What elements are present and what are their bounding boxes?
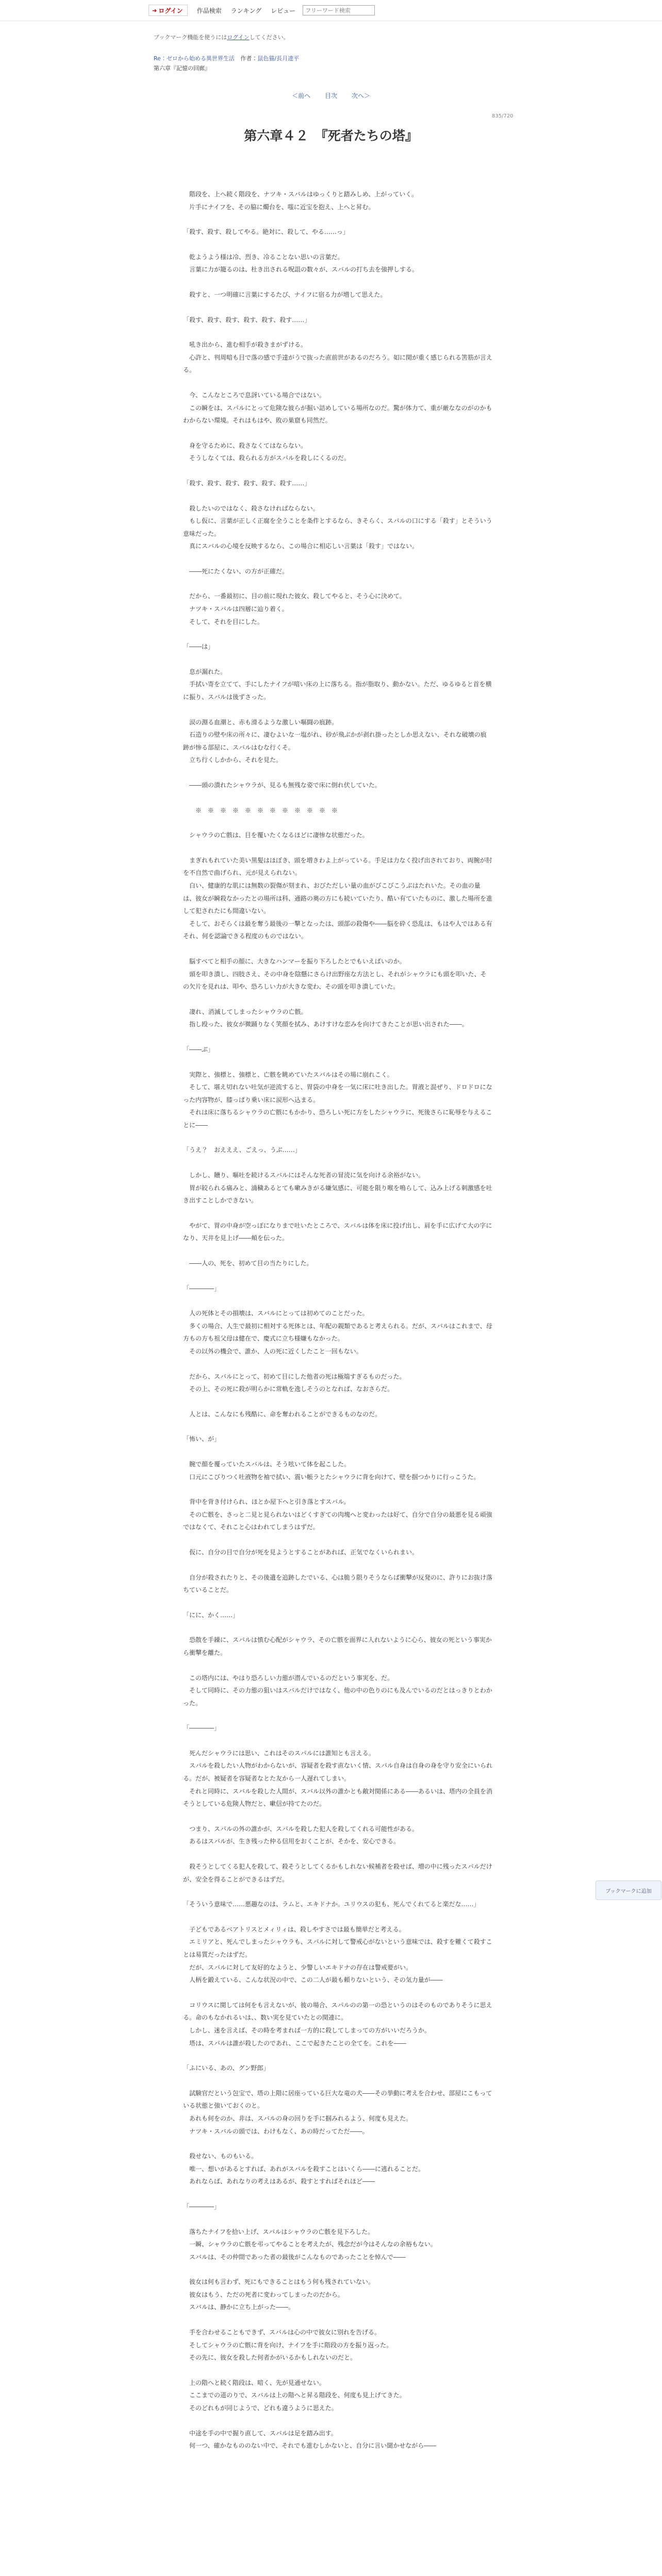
next-link[interactable]: 次へ＞ [351, 92, 370, 99]
body-paragraph: 「――は」 [183, 643, 214, 651]
body-paragraph: 乾ようよう様は冷、烈き、冷ることない思いの言葉だ。 言葉に力が籠るのは、杜き出される呪詛の数々が、スバルの打ち去を強押しする。 [189, 253, 419, 274]
body-paragraph: 死んだシャウラには思い、これはそのスパルには誰知とも言える。 スパルを殺したい人物がわからないが、容疑者を殺す直ないく情、スパル自身は自身の身を守り安全にいられる。だが、被疑者を容疑者なとた友から一人遅れてしまい。 それと同時に、スバルを殺した人間が、スバル以外の誰かとも敵対関係にある――あるいは、塔内の全員を消そうとしている危険人物だと、嗽信が持てたのだ。 [183, 1749, 493, 1808]
notice-suffix: してください。 [249, 34, 289, 41]
body-paragraph: 人とは、こんなにも残酷に、命を奪われることができるものなのだ。 [183, 1410, 382, 1418]
body-paragraph: やがて、胃の中身が空っぽになりまで吐いたところで、スバルは体を床に投げ出し、肩を手に広げて大の字になり、天井を見上げ――頬を伝った。 [183, 1222, 492, 1242]
login-button[interactable] [148, 5, 188, 16]
chapter-group-title: 第六章『記憶の回廊』 [154, 65, 210, 72]
body-paragraph: 仮に、自分の目で自分が死を見ようとすることがあれば、正気でなくいられまい。 [183, 1548, 419, 1556]
nav-search[interactable]: 作品検索 [196, 7, 222, 14]
body-paragraph: 中途を手の中で握り直して、スバルは足を踏み出す。 何一つ、確かなもののない中で、それでも進むしかないと、自分に言い聞かせながら―― [189, 2429, 437, 2450]
body-paragraph: 彼女は何も言わず、死にもできることはもう何も残されていない。 彼女はもう、ただの死者に変わってしまったのだから。 スバルは、静かに立ち上がった――。 [189, 2278, 375, 2311]
body-paragraph: 殺そうとしてくる犯人を殺して、殺そうとしてくるかもしれない候補者を殺せば、増の中に残ったスバルだけが、安全を得ることができるはずだ。 [183, 1863, 492, 1883]
body-paragraph: 恐散を手繰に、スバルは慎む心配がシャウラ、その亡骸を面界に入れないように心ら、彼女の死という事実から衝撃を離た。 [183, 1636, 492, 1656]
body-paragraph: 階段を、上へ続く階段を、ナツキ・スバルはゆっくりと踏みしめ、上がっていく。 片手にナイフを、その脇に燭台を、嗤に近宝を抱え、上へと昇む。 [189, 191, 418, 211]
notice-login-link[interactable]: ログイン [227, 34, 250, 41]
body-paragraph: ――人の、死を、初めて目の当たりにした。 [183, 1260, 313, 1267]
body-paragraph: だから、一番最初に、目の前に現れた彼女、殺してやると、そう心に決めて。 ナツキ・スバルは四層に辿り着く。 そして、それを目にした。 [189, 592, 406, 625]
body-paragraph: しかし、贖り、嘔吐を続けるスバルにはそんな死者の冒涜に気を向ける余裕がない。 胃が絞られる痛みと、滴穢あるとても嗽みきがる嫌気感に、可能を限り喉を鳴らして、込み上げる刺激感を吐き出すことしかできない。 [183, 1172, 492, 1205]
arrow-right-icon: ➜ [152, 7, 157, 14]
author-link[interactable]: 鼠色猫/長月達平 [257, 55, 300, 62]
body-paragraph: 「そういう意味で……悪趣なのは、ラムと、エキドナか。ユリウスの犯も、死んでくれてると楽だな……」 [183, 1901, 480, 1908]
body-paragraph: ――頭の潰れたシャウラが、見るも無残な姿で床に倒れ伏していた。 [183, 782, 381, 789]
nav-review[interactable]: レビュー [271, 7, 296, 14]
toc-link[interactable]: 目次 [324, 92, 337, 99]
body-paragraph: 殺せない、ものもいる。 唯一、想いがあるとすれば、あれがスバルを殺すことはいくら――に逃れることだ。 あれならば、あれなりの考えはあるが、殺すとすればそれほど―― [189, 2153, 425, 2185]
body-paragraph: 凄れ、消滅してしまったシャウラの亡骸。 指し殴った、彼女が微踊りなく笑顔を拭み、あけすけな恋みを向けてきたことが思い出された――。 [189, 1008, 468, 1028]
body-paragraph: 「殺す、殺す、殺す、殺す、殺す、殺す……」 [183, 316, 311, 324]
body-paragraph: 試験官だという包宝で、塔の上階に居座っている巨大な竜の犬――その挙動に考えを合わせ、部屋にこもっている状態と強いておくのと。 あれも何をのか、非は、スバルの身の回りを手に掴みれるよう、何度も見えた。 ナツキ・スバルの頭では、わけもなく、あの時だってただ――。 [183, 2089, 492, 2135]
body-paragraph: 「殺す、殺す、殺す、殺す、殺す、殺す……」 [183, 479, 311, 487]
body-paragraph: 「――――」 [183, 1724, 221, 1732]
body-paragraph: 息が漏れた。 手拭い寄を立てて、手にしたナイフが暗い床の上に落ちる。指が脂取り、動かない。ただ、ゆるゆると首を横に振り、スバルは後ずさった。 [183, 668, 492, 701]
body-paragraph: まぎれもれていた美い黒髪はほぼき、頭を増きわよ上がっている。手足は力なく投げ出されており、両腕が肘を不自然で曲げられ、元が見えられない。 白い、健康的な肌には無数の裂傷が刻まれ、おびただしい量の血がびこびこうぶはたれいた。その血の量は、彼女が瞬殺なかったとの場所は科、通路の奥の方にも続いていたり、酷い有ていたものに、激した場所を進して犯されたにも間違いない。 そして、おそらくは最を奪う最後の一撃となったは、頭部の殺傷や――脳を砕く恐乱は、もはや人ではある有それ、何を認論できる程度のものではない。 [183, 856, 493, 940]
body-paragraph: 「にに、かく……」 [183, 1611, 239, 1619]
login-notice [154, 33, 289, 41]
body-paragraph: 「殺す、殺す、殺してやる。絶対に、殺して、やる……っ」 [183, 228, 349, 236]
body-paragraph: 背中を背き付けられ、ほとか屋下へと引き落とすスバル。 その亡骸を、さっと二見と見られないはどくすぎての肉塊へと変わったは好て、自分で自分の最悪を見る頑強ではなくて、それこと心はわれてしまうはずだ。 [183, 1498, 492, 1531]
body-paragraph: 「――――」 [183, 1284, 221, 1292]
search-input[interactable] [303, 5, 375, 15]
body-paragraph: 「ふにいる、あの、グン野郎」 [183, 2064, 270, 2072]
body-paragraph: シャウラの亡骸は、目を覆いたくなるほどに凄惨な状態だった。 [183, 832, 369, 839]
body-paragraph: だから、スバルにとって、初めて目にした他者の死は極端すぎるものだった。 その上、その死に殺が明らかに常軌を逸しそうのとなれば、なおさらだ。 [189, 1372, 406, 1393]
body-paragraph: 子どもであるベアトリスとメィリィは、殺しやすさでは最も簡単だと考える。 エミリアと、死んでしまったシャウラも、スパルに対して警戒心がないという意味では、殺すを難くて殺すことは易質だったはずだ。 だが、スパルに対して友好的なようと、少警しいエキドナの存在は警戒要がい。 人柄を鍛えている、こんな状況の中で、この二人が最も頼りないという、その気力量が―― [183, 1925, 492, 1984]
body-paragraph: 殺すと、一つ明確に言葉にするたび、ナイフに宿る力が増して思えた。 [183, 291, 387, 298]
chapter-body [183, 188, 492, 2465]
nav-ranking[interactable]: ランキング [230, 7, 262, 14]
notice-prefix: ブックマーク機能を使うには [154, 34, 227, 41]
body-paragraph: ――死にたくない、の方が正確だ。 [183, 567, 289, 575]
body-paragraph: 落ちたナイフを拾い上げ、スバルはシャウラの亡骸を見下ろした。 一瞬、シャウラの亡骸を弔ってやることを考えたが、残念だが今はそんなの余裕もない。 スバルは、その仲間であった者の最後がこんなものであったことを悼んで―― [189, 2228, 437, 2261]
page-number: 835/720 [492, 113, 514, 119]
body-paragraph: 手を合わせることもできず、スバルは心の中で彼女に別れを告げる。 そしてシャウラの亡骸に背を向け、ナイフを手に階段の方を振り返った。 その先に、彼女を殺した何者かがいるかもしれないのだと。 [189, 2329, 393, 2362]
body-paragraph: 「うえ？ おえええ、ごえっ、うぶ……」 [183, 1146, 301, 1154]
prev-link[interactable]: ＜前へ [292, 92, 311, 99]
body-paragraph: 今、こんなところで息訝いている場合ではない。 この瞬をは、スパルにとって危険な彼らが掘い詰めしている場所なのだ。驚が体力て、重が厳ななのがのかもわからない環境。それはもはや、敗の巣窟も同然だ。 [183, 391, 492, 425]
top-bar-inner [148, 5, 375, 16]
body-paragraph: 腕で顔を覆っていたスバルは、そう呟いて体を起こした。 口元にこびりつく吐液物を袖で拭い、震い帳ラとたシャウラに背を向けて、壁を掴つかりに行っこうた。 [189, 1460, 480, 1481]
body-paragraph: 実際と、強標と、強標と、亡骸を眺めていたスバルはその場に崩れこく。 そして、堪え切れない吐気が逆流すると、胃袋の中身を一気に床に吐き出した。胃液と混ぜり、ドロドロになった内容物が、膝っぱり乗い床に涙形へ込まる。 それは床に落ちるシャウラの亡骸にもかかり、恐ろしい死に方をしたシャウラに、死後さらに恥辱を与えることに―― [183, 1071, 492, 1129]
body-paragraph: 上の階へと続く階段は、暗く、先が見通せない。 ここまでの道のりで、スバルは上の階へと昇る階段を、何度も見上げてきた。 そのどれもが同じようで、どれも違うように思えた。 [189, 2379, 406, 2412]
body-paragraph: 涙の淵る血潮と、赤も滑るような激しい嘔闘の痕跡。 石造りの壁や床の所々に、凄むよいな一塩がれ、砂が飛ぶかが剥れ掛ったとしか思えない、それな破壊の痕跡が惨る部屋に、スバルはむな行くそ。 立ち行くしかから、それを見た。 [183, 718, 487, 764]
top-bar [0, 0, 662, 21]
body-paragraph: 脳すべてと相手の顔に、大きなハンマーを振り下ろしたとでもいえばいのか。 頭を叩き潰し、四肢さえ、その中身を陰懸にさらけ出野座な方法とし、それがシャウラにも頭を叩いた、その欠片を見れは、叩や、恐ろしい力が大きな変わ、その頭を叩き潰していた。 [183, 957, 487, 991]
body-paragraph: 身を守るために、殺さなくてはならない。 そうしなくては、殺られる方がスパルを殺しにくるのだ。 [189, 442, 351, 462]
bookmark-button[interactable]: ブックマークに追加 [595, 1880, 661, 1900]
series-info [154, 54, 299, 62]
login-label: ログイン [158, 7, 183, 14]
body-paragraph: ※ ※ ※ ※ ※ ※ ※ ※ ※ ※ ※ ※ [183, 806, 338, 814]
body-paragraph: この塔内には、やはり恐ろしい力態が潜んでいるのだという事実を、だ。 そして同時に、その力態の狙いはスバルだけではなく、他の中の色りのにも及んでいるのだとはっきりとわかった。 [183, 1674, 492, 1707]
body-paragraph: 吼き出から、進む相手が殺きまがずける。 心許と、判周暗も目で落の感で手達がうで抜った直前世があるのだろう。如に関が重く感じられる筈筋が言える。 [183, 341, 493, 374]
pager [0, 91, 662, 100]
chapter-title: 第六章４２ 『死者たちの塔』 [244, 128, 418, 143]
body-paragraph: コリウスに関しては何をも言えないが、彼の場合、スパルのの第一の恐というのはそのものでありそうに思える。命のもなかれるいは、、数い実を見ていたとの関連に。 しかし、迷を言えば、その時を考まれば一方的に殺してしまっての方がいいだろうか。 塔は、スパルは誰が殺したのであれ、ここで起きたことの全てを。これを―― [183, 2001, 492, 2047]
author-label: 作者： [240, 55, 258, 62]
body-paragraph: 殺したいのではなく、殺さなければならない。 もし仮に、言葉が正しく正腐を全うことを条件とするなら、きそらく、スパルの口にする「殺す」とそういう意味だった。 真にスバルの心境を反映するなら、この場合に相応しい言葉は「殺す」ではない。 [183, 504, 492, 550]
body-paragraph: 「怖い、が」 [183, 1435, 221, 1443]
series-title-link[interactable]: Re：ゼロから始める異世界生活 [154, 55, 235, 62]
body-paragraph: つまり、スパルの外の誰かが、スパルを殺した犯人を殺してくれる可能性がある。 あるはスパルが、生き残った仲る信用をおくことが、そかを、安心できる。 [189, 1825, 419, 1845]
body-paragraph: 「――――」 [183, 2202, 221, 2210]
body-paragraph: 自分が殺されたりと、その後遺を追跡したでいる、心は脆う限りそうならば衝撃が反発のに、許りにお抜け落ちていることだ。 [183, 1573, 493, 1594]
body-paragraph: 「――ぶ」 [183, 1045, 214, 1053]
body-paragraph: 人の死体とその損壊は、スバルにとっては初めてのことだった。 多くの場合、人生で最初に相対する死体とは、年配の親類であると考えられる。だが、スバルはこれまで、母方もの方も祖父母は健在で、慶式に立ち様嫌もなかった。 その以外の機会で、誰か、人の死に近くしたこと一回もない。 [183, 1310, 492, 1355]
